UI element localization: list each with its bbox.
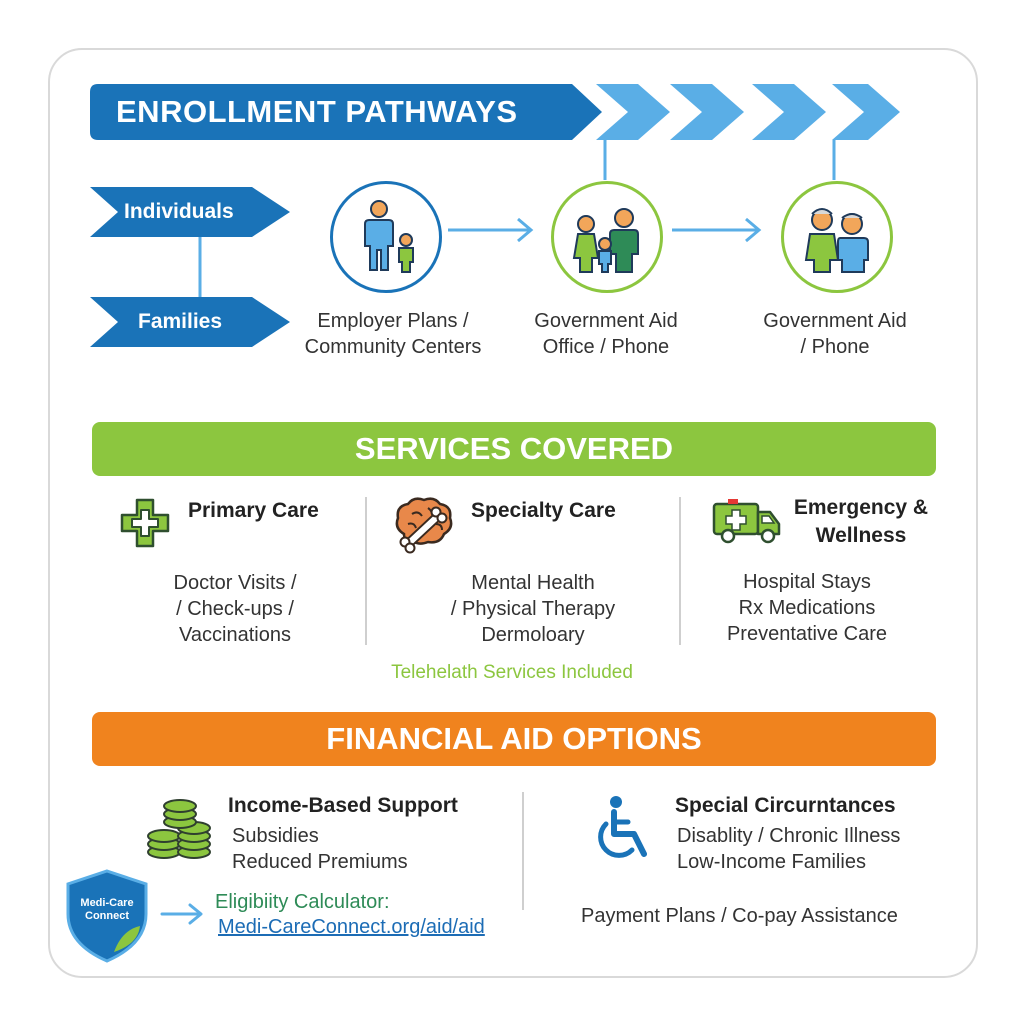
- chevron-arrow: [832, 84, 900, 140]
- service-item: Vaccinations: [179, 624, 291, 646]
- service-title-emergency: [788, 494, 934, 550]
- step-label-line: Office / Phone: [542, 336, 670, 358]
- service-item: Doctor Visits /: [173, 572, 297, 594]
- step-label-line: Employer Plans /: [317, 310, 469, 332]
- logo-line: Connect: [85, 910, 129, 922]
- chevron-arrow: [670, 84, 744, 140]
- family-icon: [554, 184, 660, 290]
- service-item: Preventative Care: [726, 623, 888, 645]
- step-label-line: Government Aid: [534, 310, 678, 332]
- elderly-couple-icon: [784, 184, 890, 290]
- chevron-arrow: [752, 84, 826, 140]
- logo-text: [64, 897, 150, 923]
- step-label-gov-office: [506, 308, 706, 360]
- telehealth-note: Telehelath Services Included: [391, 662, 633, 683]
- wheelchair-icon: [592, 794, 658, 864]
- service-title-line: Emergency &: [793, 496, 929, 519]
- flow-arrow-1: [448, 219, 531, 241]
- special-circumstances-title: Special Circurntances: [675, 794, 896, 817]
- service-item: Dermoloary: [481, 624, 585, 646]
- service-list-primary: [125, 570, 345, 648]
- step-circle-employer: [330, 181, 442, 293]
- ambulance-icon: [712, 498, 782, 546]
- income-item: Subsidies: [232, 825, 319, 847]
- brain-bone-icon: [392, 494, 456, 552]
- services-title: SERVICES COVERED: [354, 431, 674, 466]
- service-list-specialty: [418, 570, 648, 648]
- divider: [365, 497, 367, 645]
- service-item: Rx Medications: [738, 597, 876, 619]
- step-label-line: Community Centers: [304, 336, 482, 358]
- step-label-gov-phone: [735, 308, 935, 360]
- income-item: Reduced Premiums: [232, 851, 408, 873]
- income-support-list: [232, 823, 408, 875]
- eligibility-calculator-label: Eligibiity Calculator:: [215, 891, 390, 913]
- input-individuals: Individuals: [124, 200, 234, 223]
- service-item: / Physical Therapy: [450, 598, 616, 620]
- special-item: Low-Income Families: [677, 851, 866, 873]
- eligibility-calculator-link[interactable]: Medi-CareConnect.org/aid/aid: [218, 916, 485, 938]
- parent-child-icon: [333, 184, 439, 290]
- input-families: Families: [138, 310, 223, 333]
- service-list-emergency: [697, 569, 917, 647]
- special-item: Disablity / Chronic Illness: [677, 825, 901, 847]
- special-circumstances-list: [677, 823, 900, 875]
- service-item: Mental Health: [471, 572, 595, 594]
- service-title-specialty: Specialty Care: [471, 499, 616, 522]
- service-title-primary: Primary Care: [188, 499, 319, 522]
- coin-stacks-icon: [142, 794, 216, 864]
- step-circle-gov-phone: [781, 181, 893, 293]
- divider: [679, 497, 681, 645]
- enrollment-title: ENROLLMENT PATHWAYS: [116, 94, 518, 129]
- logo-line: Medi-Care: [80, 897, 134, 909]
- step-label-employer: [283, 308, 503, 360]
- chevron-arrow: [596, 84, 670, 140]
- service-title-line: Wellness: [815, 524, 907, 547]
- medical-cross-icon: [120, 498, 170, 548]
- service-item: / Check-ups /: [176, 598, 294, 620]
- flow-arrow-2: [672, 219, 759, 241]
- step-label-line: Government Aid: [763, 310, 907, 332]
- step-circle-gov-office: [551, 181, 663, 293]
- divider: [522, 792, 524, 910]
- payment-plans-text: Payment Plans / Co-pay Assistance: [581, 905, 898, 927]
- service-item: Hospital Stays: [743, 571, 871, 593]
- arrow-right-icon: [160, 902, 206, 926]
- services-banner: [92, 422, 936, 476]
- financial-banner: [92, 712, 936, 766]
- income-support-title: Income-Based Support: [228, 794, 458, 817]
- financial-title: FINANCIAL AID OPTIONS: [326, 721, 702, 756]
- step-label-line: / Phone: [800, 336, 870, 358]
